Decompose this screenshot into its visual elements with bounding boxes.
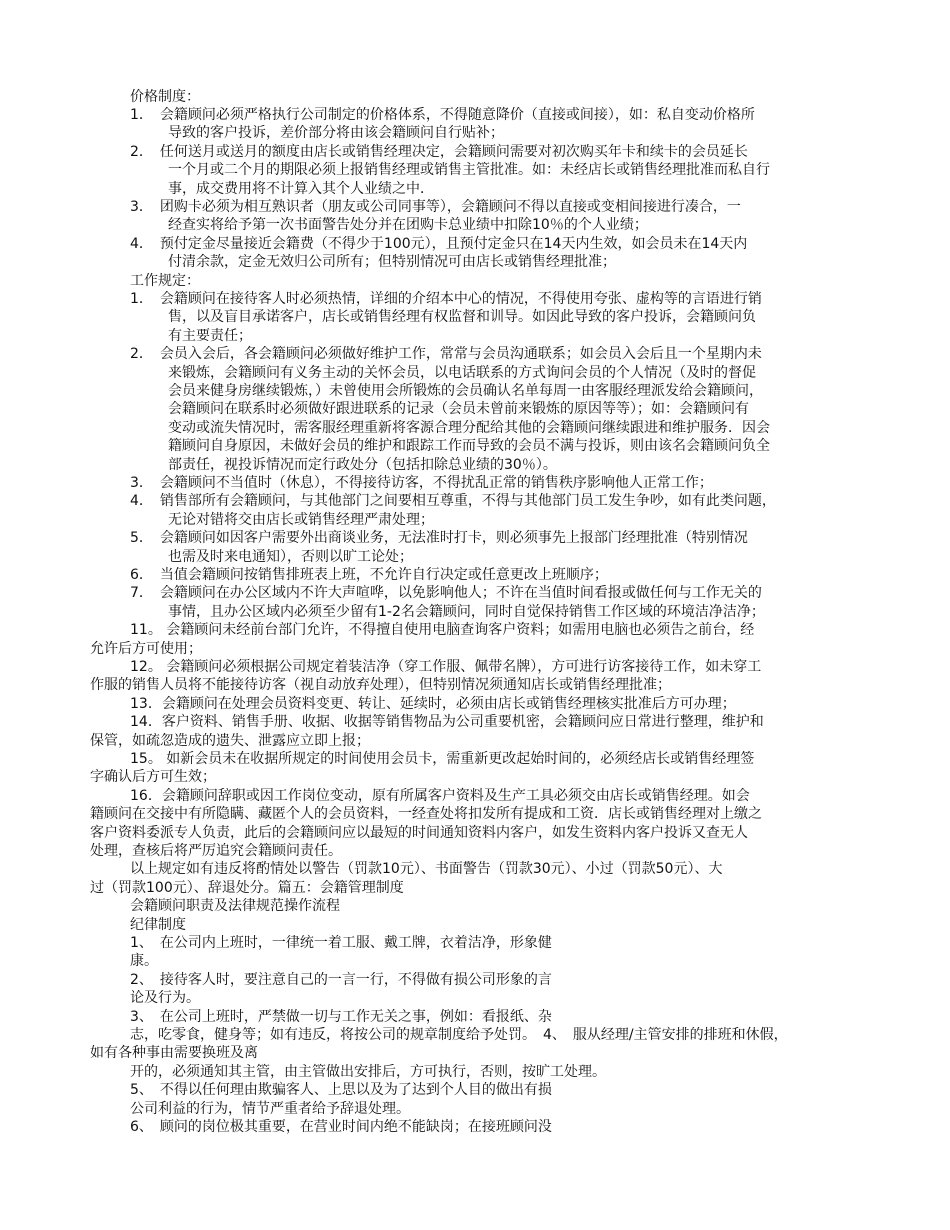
- text-line: 无论对错将交由店长或销售经理严肃处理；: [168, 512, 434, 528]
- text-line: 部责任，视投诉情况而定行政处分（包括扣除总业绩的30％）。: [168, 457, 557, 473]
- text-line: 5、 不得以任何理由欺骗客人、上思以及为了达到个人目的做出有损: [130, 1082, 552, 1098]
- text-line: 付清余款，定金无效归公司所有；但特别情况可由店长或销售经理批准；: [168, 254, 616, 270]
- text-line: 允许后方可使用；: [90, 641, 202, 657]
- text-line: 公司利益的行为，情节严重者给予辞退处理。: [130, 1101, 410, 1117]
- text-line: 3、 在公司上班时，严禁做一切与工作无关之事，例如：看报纸、杂: [130, 1009, 552, 1025]
- text-line: 2． 任何送月或送月的额度由店长或销售经理决定，会籍顾问需要对初次购买年卡和续卡的会员延长: [130, 144, 748, 160]
- text-line: 事情，且办公区域内必须至少留有1-2名会籍顾问，同时自觉保持销售工作区域的环境洁净洁净；: [168, 604, 765, 620]
- text-line: 事，成交费用将不计算入其个人业绩之中．: [168, 181, 434, 197]
- text-line: 售，以及盲目承诺客户，店长或销售经理有权监督和训导。如因此导致的客户投诉，会籍顾问负: [168, 309, 756, 325]
- text-line: 14．客户资料、销售手册、收据、收据等销售物品为公司重要机密，会籍顾问应日常进行整理，维护和: [130, 714, 764, 730]
- text-line: 5． 会籍顾问如因客户需要外出商谈业务，无法准时打卡，则必须事先上报部门经理批准（特别情况: [130, 530, 748, 546]
- text-line: 来锻炼，会籍顾问有义务主动的关怀会员，以电话联系的方式询问会员的个人情况（及时的督促: [168, 365, 756, 381]
- text-line: 保管，如疏忽造成的遗失、泄露应立即上报；: [90, 733, 370, 749]
- text-line: 字确认后方可生效；: [90, 769, 216, 785]
- text-line: 1． 会籍顾问必须严格执行公司制定的价格体系，不得随意降价（直接或间接），如：私自变动价格所: [130, 107, 755, 123]
- text-line: 1． 会籍顾问在接待客人时必须热情，详细的介绍本中心的情况，不得使用夸张、虚构等的言语进行销: [130, 291, 762, 307]
- text-line: 13．会籍顾问在处理会员资料变更、转让、延续时，必须由店长或销售经理核实批准后方可办理；: [130, 696, 736, 712]
- text-line: 1、 在公司内上班时，一律统一着工服、戴工牌，衣着洁净，形象健: [130, 935, 552, 951]
- text-line: 纪律制度: [130, 917, 186, 933]
- text-line: 12。 会籍顾问必须根据公司规定着装洁净（穿工作服、佩带名牌），方可进行访客接待工作，如未穿工: [130, 659, 762, 675]
- text-line: 3． 团购卡必须为相互熟识者（朋友或公司同事等），会籍顾问不得以直接或变相间接进行凑合，一: [130, 199, 741, 215]
- text-line: 导致的客户投诉，差价部分将由该会籍顾问自行贴补；: [168, 125, 504, 141]
- text-line: 4． 预付定金尽量接近会籍费（不得少于100元），且预付定金只在14天内生效，如会员未在14天内: [130, 236, 748, 252]
- text-line: 6． 当值会籍顾问按销售排班表上班，不允许自行决定或任意更改上班顺序；: [130, 567, 608, 583]
- text-line: 变动或流失情况时，需客服经理重新将客源合理分配给其他的会籍顾问继续跟进和维护服务．因会: [168, 420, 770, 436]
- text-line: 如有各种事由需要换班及离: [90, 1045, 258, 1061]
- text-line: 3． 会籍顾问不当值时（休息），不得接待访客，不得扰乱正常的销售秩序影响他人正常工作；: [130, 475, 713, 491]
- text-line: 作服的销售人员将不能接待访客（视自动放弃处理），但特别情况须通知店长或销售经理批准；: [90, 677, 671, 693]
- text-line: 也需及时来电通知），否则以旷工论处；: [168, 549, 413, 565]
- text-line: 开的，必须通知其主管，由主管做出安排后，方可执行，否则，按旷工处理。: [130, 1064, 606, 1080]
- text-line: 籍顾问自身原因，未做好会员的维护和跟踪工作而导致的会员不满与投诉，则由该名会籍顾问负全: [168, 438, 770, 454]
- text-line: 有主要责任；: [168, 328, 252, 344]
- text-line: 2． 会员入会后，各会籍顾问必须做好维护工作，常常与会员沟通联系；如会员入会后且一个星期内未: [130, 346, 762, 362]
- text-line: 过（罚款100元）、辞退处分。篇五：会籍管理制度: [90, 880, 404, 896]
- text-line: 会籍顾问在联系时必须做好跟进联系的记录（会员未曾前来锻炼的原因等等）；如：会籍顾问有: [168, 401, 749, 417]
- text-line: 处理，查核后将严厉追究会籍顾问责任。: [90, 843, 342, 859]
- text-line: 15。 如新会员未在收据所规定的时间使用会员卡，需重新更改起始时间的，必须经店长或销售经理签: [130, 751, 755, 767]
- text-line: 以上规定如有违反将酌情处以警告（罚款10元）、书面警告（罚款30元）、小过（罚款50元）、大: [130, 861, 723, 877]
- text-line: 一个月或二个月的期限必须上报销售经理或销售主管批准。如：未经店长或销售经理批准而私自行: [168, 162, 770, 178]
- text-line: 籍顾问在交接中有所隐瞒、藏匿个人的会员资料，一经查处将扣发所有提成和工资．店长或销售经理对上缴之: [90, 806, 762, 822]
- text-line: 2、 接待客人时，要注意自己的一言一行，不得做有损公司形象的言: [130, 972, 552, 988]
- text-line: 会员来健身房继续锻炼，）未曾使用会所锻炼的会员确认名单每周一由客服经理派发给会籍顾问，: [168, 383, 763, 399]
- text-line: 志，吃零食，健身等；如有违反，将按公司的规章制度给予处罚。 4、 服从经理/主管安排的排班和休假，: [130, 1027, 788, 1043]
- text-line: 4． 销售部所有会籍顾问，与其他部门之间要相互尊重，不得与其他部门员工发生争吵，如有此类问题，: [130, 493, 776, 509]
- text-line: 11。 会籍顾问未经前台部门允许，不得擅自使用电脑查询客户资料；如需用电脑也必须告之前台，经: [130, 622, 755, 638]
- text-line: 价格制度：: [130, 89, 200, 105]
- text-line: 康。: [130, 953, 158, 969]
- text-line: 工作规定：: [130, 273, 200, 289]
- text-line: 7． 会籍顾问在办公区域内不许大声喧哗，以免影响他人；不许在当值时间看报或做任何与工作无关的: [130, 585, 762, 601]
- text-line: 16．会籍顾问辞职或因工作岗位变动，原有所属客户资料及生产工具必须交由店长或销售经理。如会: [130, 788, 750, 804]
- text-line: 经查实将给予第一次书面警告处分并在团购卡总业绩中扣除10％的个人业绩；: [168, 217, 648, 233]
- text-line: 客户资料委派专人负责，此后的会籍顾问应以最短的时间通知资料内客户，如发生资料内客户投诉又查无人: [90, 825, 748, 841]
- text-line: 6、 顾问的岗位极其重要，在营业时间内绝不能缺岗；在接班顾问没: [130, 1119, 552, 1135]
- text-line: 论及行为。: [130, 990, 200, 1006]
- text-line: 会籍顾问职责及法律规范操作流程: [130, 898, 340, 914]
